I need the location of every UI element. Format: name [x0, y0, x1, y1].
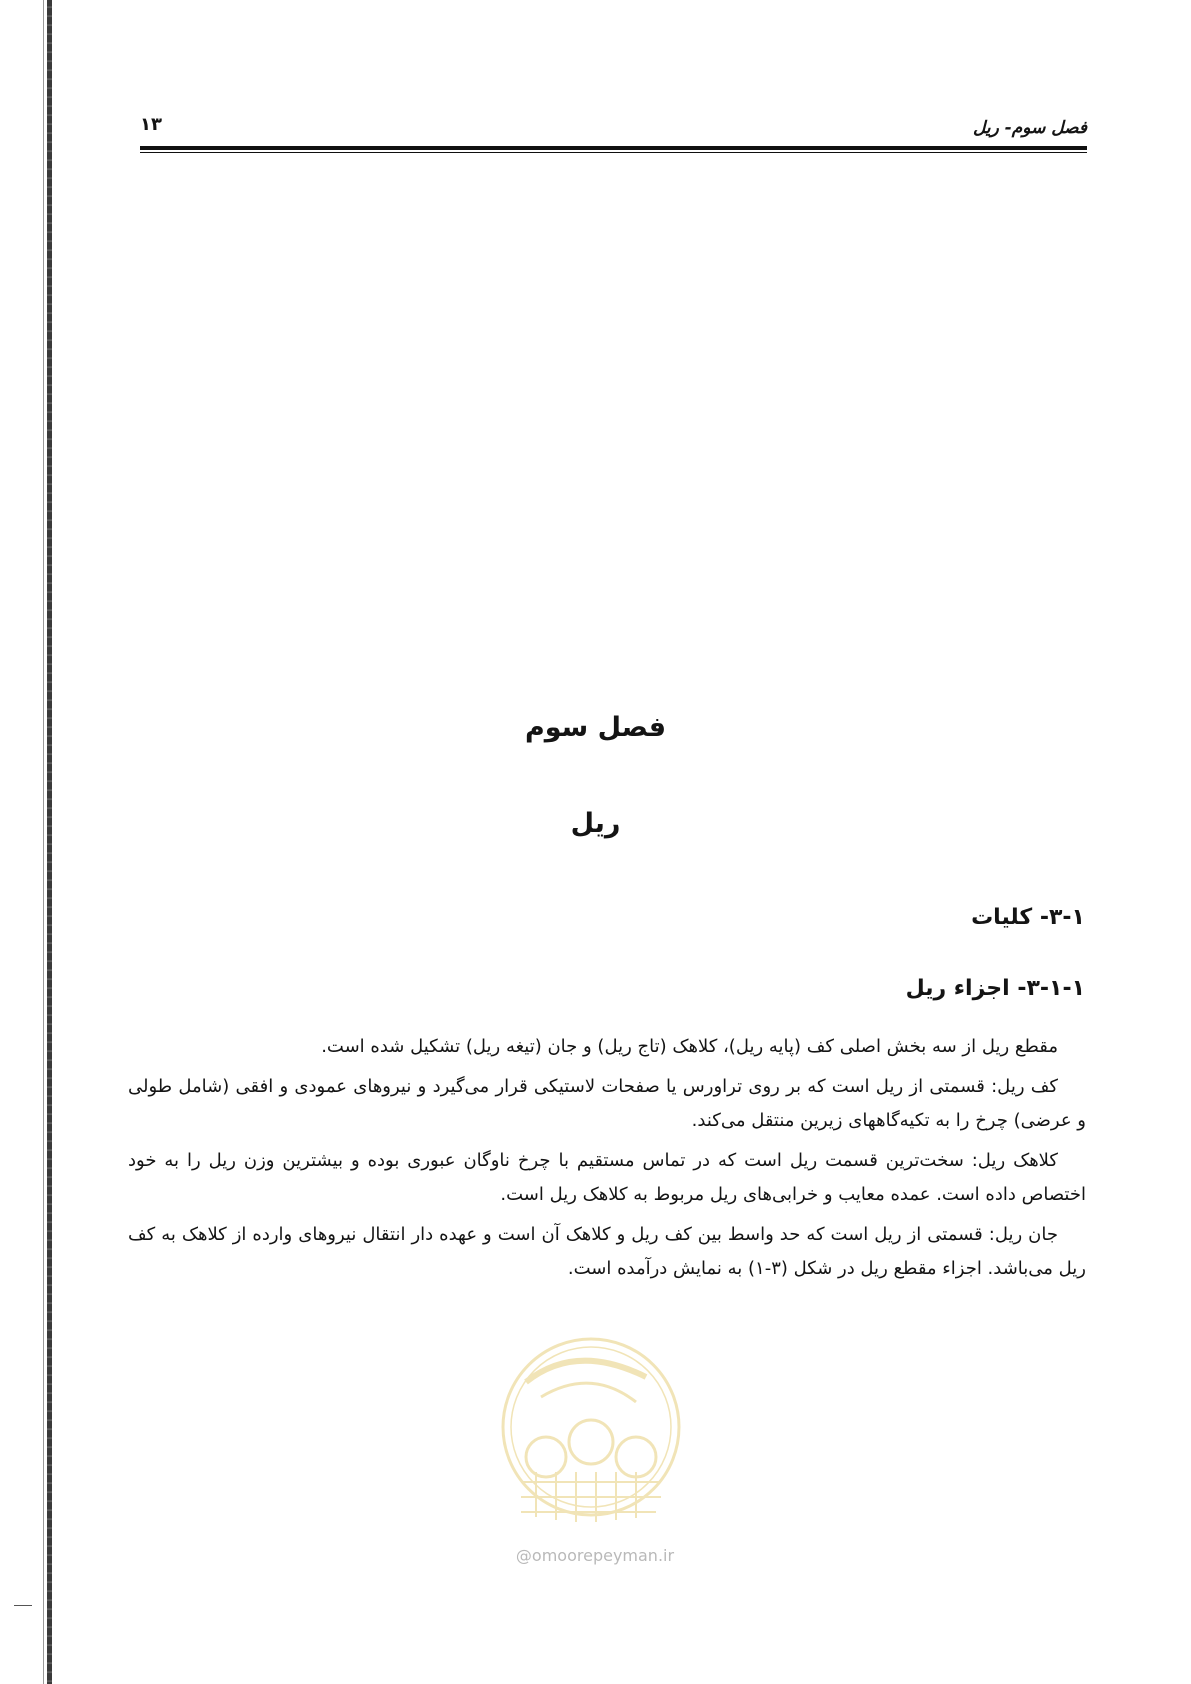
scan-binding-edge — [47, 0, 52, 1684]
scan-edge-thin-line — [43, 0, 44, 1684]
chapter-title: فصل سوم — [524, 712, 667, 743]
paragraph: جان ریل: قسمتی از ریل است که حد واسط بین کف ریل و کلاهک آن است و عهده دار انتقال نیروهای وارده از کلاهک به کف ریل می‌باشد. اجزاء مقطع ریل در شکل (۳-۱) به نمایش درآمده است. — [128, 1224, 1086, 1279]
chapter-subtitle: ریل — [570, 808, 621, 839]
section-heading-general: ۳-۱- کلیات — [971, 905, 1085, 930]
page-number: ۱۳ — [140, 114, 162, 135]
watermark-website: @omoorepeyman.ir — [515, 1546, 675, 1565]
running-chapter-title: فصل سوم- ریل — [972, 118, 1087, 138]
header-rule-thick — [140, 146, 1087, 150]
body-text — [128, 1030, 1086, 1292]
subsection-heading-rail-parts: ۳-۱-۱- اجزاء ریل — [905, 976, 1085, 1001]
paragraph: کلاهک ریل: سخت‌ترین قسمت ریل است که در تماس مستقیم با چرخ ناوگان عبوری بوده و بیشترین وزن ریل را به خود اختصاص داده است. عمده معایب و خرابی‌های ریل مربوط به کلاهک ریل است. — [128, 1150, 1086, 1205]
paragraph: مقطع ریل از سه بخش اصلی کف (پایه ریل)، کلاهک (تاج ریل) و جان (تیغه ریل) تشکیل شده است. — [321, 1036, 1058, 1057]
running-header — [140, 108, 1087, 148]
edge-mark — [14, 1605, 32, 1606]
watermark-seal-icon — [496, 1322, 686, 1562]
paragraph: کف ریل: قسمتی از ریل است که بر روی تراورس یا صفحات لاستیکی قرار می‌گیرد و نیروهای عمودی و افقی (شامل طولی و عرضی) چرخ را به تکیه‌گاههای زیرین منتقل می‌کند. — [128, 1076, 1086, 1131]
header-rule-thin — [140, 152, 1087, 153]
